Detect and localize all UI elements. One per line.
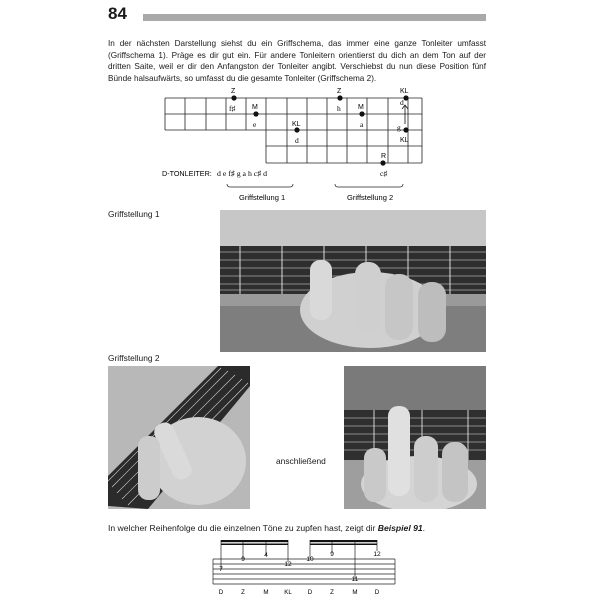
finger-label: Z: [231, 88, 236, 95]
photo-griffstellung-2b: [344, 366, 486, 509]
finger-label: M: [252, 104, 258, 111]
finger-label: M: [358, 104, 364, 111]
fingering-diagram: [150, 84, 450, 204]
photo-griffstellung-1: [220, 210, 486, 352]
tab-number: 4: [264, 552, 268, 559]
tab-number: 11: [351, 576, 359, 583]
closing-sentence: [108, 523, 425, 533]
closing-text: In welcher Reihenfolge du die einzelnen Töne zu zupfen hast, zeigt dir: [108, 523, 378, 533]
tab-finger: D: [307, 589, 313, 596]
note-label: f♯: [229, 104, 236, 113]
position-1-label: Griffstellung 1: [239, 193, 286, 202]
bracket-2: [335, 184, 403, 187]
finger-label: KL: [292, 121, 301, 128]
tab-finger: KL: [284, 589, 292, 596]
finger-label: KL: [400, 137, 409, 144]
scale-label: D-TONLEITER:: [162, 169, 212, 178]
tab-finger: D: [374, 589, 380, 596]
scale-notes: d e f♯ g a h c♯ d: [217, 169, 268, 178]
position-2-label: Griffstellung 2: [347, 193, 394, 202]
page-number: 84: [108, 4, 127, 23]
tab-finger: Z: [241, 589, 245, 596]
example-reference: Beispiel 91: [377, 523, 423, 533]
photo-griffstellung-2: [108, 366, 250, 509]
tab-finger: Z: [330, 589, 334, 596]
tab-finger: M: [352, 589, 358, 596]
tab-number: 12: [373, 551, 381, 558]
intro-paragraph: In der nächsten Darstellung siehst du ein Griffschema, das immer eine ganze Tonleiter umfasst (Griffschema 1). Präge es dir gut ein. Für andere Tonleitern orientierst du dich an dem Ton auf der dritten Saite, weil er dir den Anfangston der Tonleiter angibt. Verschiebst du nun diese Position fünf Bünde halsaufwärts, so umfasst du die gesamte Tonleiter (Griffschema 2).: [108, 39, 486, 83]
note-label: g: [397, 123, 401, 132]
anschliessend-label: anschließend: [276, 456, 326, 466]
tablature: [205, 536, 400, 596]
header-bar: [143, 14, 486, 21]
finger-label: KL: [400, 88, 409, 95]
finger-label: R: [381, 153, 387, 160]
tab-number: 9: [330, 551, 334, 558]
note-label: c♯: [380, 169, 388, 178]
note-label: e: [253, 120, 257, 129]
arrow-icon: [402, 105, 408, 124]
tab-number: 7: [219, 566, 223, 573]
note-label: d: [400, 98, 404, 107]
tab-number: 9: [241, 556, 245, 563]
tab-number: 12: [284, 561, 292, 568]
tab-finger: D: [218, 589, 224, 596]
closing-end: .: [422, 523, 426, 533]
note-label: a: [360, 120, 364, 129]
note-label: h: [337, 104, 341, 113]
tab-finger: M: [263, 589, 269, 596]
bracket-1: [227, 184, 293, 187]
tab-beams: [221, 540, 377, 545]
tab-number: 10: [306, 556, 314, 563]
note-label: d: [295, 136, 299, 145]
section-label-griffstellung-1: Griffstellung 1: [108, 209, 160, 219]
section-label-griffstellung-2: Griffstellung 2: [108, 353, 160, 363]
finger-label: Z: [337, 88, 342, 95]
